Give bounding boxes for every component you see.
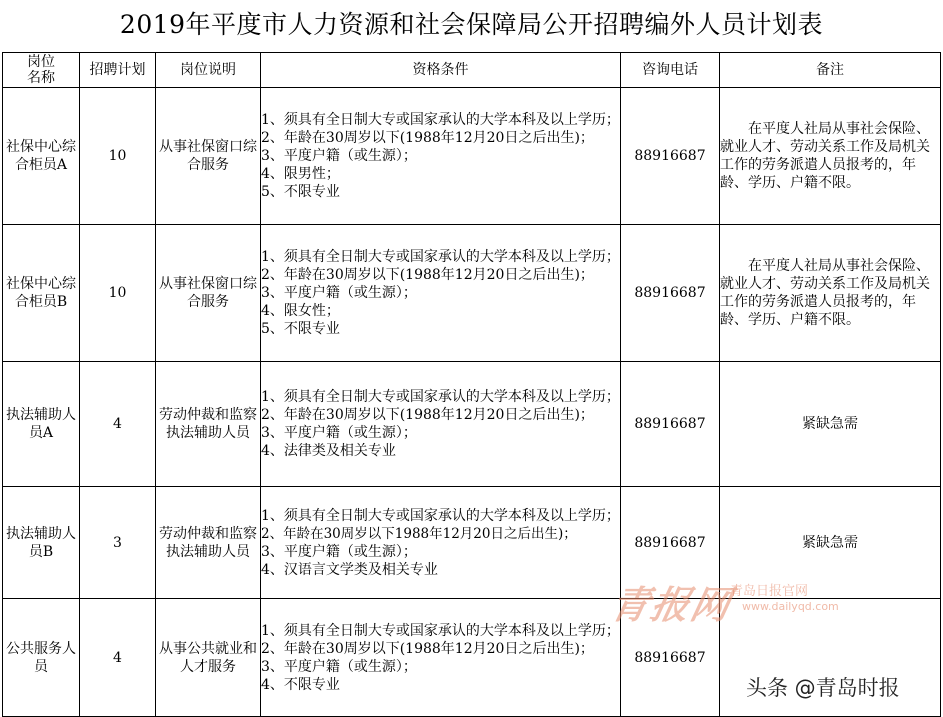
cell-desc: 劳动仲裁和监察执法辅助人员 <box>156 487 261 599</box>
qual-line: 2、年龄在30周岁以下(1988年12月20日之后出生)； <box>261 407 594 423</box>
qual-line: 2、年龄在30周岁以下(1988年12月20日之后出生)； <box>261 130 594 146</box>
brand-tag: 头条 @青岛时报 <box>746 676 900 700</box>
cell-note <box>720 225 941 362</box>
page-title: 2019年平度市人力资源和社会保障局公开招聘编外人员计划表 <box>119 10 824 39</box>
qual-line: 1、须具有全日制大专或国家承认的大学本科及以上学历； <box>261 507 620 524</box>
cell-note: 紧缺急需 <box>720 362 941 487</box>
qual-line: 5、不限专业 <box>261 321 340 337</box>
qual-line: 2、年龄在30周岁以下(1988年12月20日之后出生)； <box>261 267 594 283</box>
cell-qual <box>261 225 621 362</box>
qual-line: 2、年龄在30周岁以下1988年12月20日之后出生)； <box>261 525 577 542</box>
header-position-line2: 名称 <box>27 70 55 86</box>
cell-plan: 4 <box>80 599 156 717</box>
cell-phone: 88916687 <box>621 225 720 362</box>
cell-phone: 88916687 <box>621 88 720 225</box>
qual-line: 1、须具有全日制大专或国家承认的大学本科及以上学历； <box>261 622 620 639</box>
cell-phone: 88916687 <box>621 599 720 717</box>
cell-qual <box>261 88 621 225</box>
qual-line: 4、汉语言文学类及相关专业 <box>261 561 438 578</box>
qual-line: 4、不限专业 <box>261 676 340 693</box>
cell-plan: 10 <box>80 225 156 362</box>
qual-line: 1、须具有全日制大专或国家承认的大学本科及以上学历； <box>261 112 620 128</box>
cell-note: 紧缺急需 <box>720 487 941 599</box>
watermark-url: www.dailyqd.com <box>742 600 839 613</box>
header-position-line1: 岗位 <box>27 54 55 70</box>
cell-position: 执法辅助人员B <box>3 487 80 599</box>
cell-position: 执法辅助人员A <box>3 362 80 487</box>
cell-phone: 88916687 <box>621 487 720 599</box>
cell-plan: 4 <box>80 362 156 487</box>
qual-line: 3、平度户籍（或生源）； <box>261 425 417 441</box>
cell-plan: 3 <box>80 487 156 599</box>
qual-line: 2、年龄在30周岁以下(1988年12月20日之后出生)； <box>261 640 594 657</box>
cell-position: 社保中心综合柜员A <box>3 88 80 225</box>
qual-line: 3、平度户籍（或生源）； <box>261 285 417 301</box>
qual-line: 3、平度户籍（或生源）； <box>261 543 417 560</box>
cell-qual <box>261 487 621 599</box>
qual-line: 1、须具有全日制大专或国家承认的大学本科及以上学历； <box>261 389 620 405</box>
qual-line: 3、平度户籍（或生源）； <box>261 658 417 675</box>
cell-desc: 劳动仲裁和监察执法辅助人员 <box>156 362 261 487</box>
table-header-row <box>3 53 941 88</box>
recruitment-table <box>2 52 941 717</box>
qual-line: 4、法律类及相关专业 <box>261 443 396 459</box>
cell-phone: 88916687 <box>621 362 720 487</box>
header-qual: 资格条件 <box>261 53 621 88</box>
qual-line: 4、限女性； <box>261 303 340 319</box>
cell-desc: 从事公共就业和人才服务 <box>156 599 261 717</box>
note-text: 在平度人社局从事社会保险、就业人才、劳动关系工作及局机关工作的劳务派遣人员报考的，年龄、学历、户籍不限。 <box>720 121 930 191</box>
qual-line: 5、不限专业 <box>261 184 340 200</box>
table-row <box>3 362 941 487</box>
header-desc: 岗位说明 <box>156 53 261 88</box>
table-row <box>3 88 941 225</box>
note-text: 在平度人社局从事社会保险、就业人才、劳动关系工作及局机关工作的劳务派遣人员报考的，年龄、学历、户籍不限。 <box>720 258 930 328</box>
qual-line: 1、须具有全日制大专或国家承认的大学本科及以上学历； <box>261 249 620 265</box>
table-row <box>3 225 941 362</box>
header-plan: 招聘计划 <box>80 53 156 88</box>
table-row <box>3 487 941 599</box>
watermark-logo: 青报网 <box>606 583 736 627</box>
header-note: 备注 <box>720 53 941 88</box>
cell-desc: 从事社保窗口综合服务 <box>156 88 261 225</box>
cell-note <box>720 88 941 225</box>
header-phone: 咨询电话 <box>621 53 720 88</box>
qual-line: 3、平度户籍（或生源）； <box>261 148 417 164</box>
cell-desc: 从事社保窗口综合服务 <box>156 225 261 362</box>
cell-position: 社保中心综合柜员B <box>3 225 80 362</box>
cell-plan: 10 <box>80 88 156 225</box>
watermark-subtitle: 青岛日报官网 <box>730 584 809 599</box>
cell-position: 公共服务人员 <box>3 599 80 717</box>
qual-line: 4、限男性； <box>261 166 340 182</box>
cell-qual <box>261 599 621 717</box>
header-position <box>3 53 80 88</box>
cell-qual <box>261 362 621 487</box>
